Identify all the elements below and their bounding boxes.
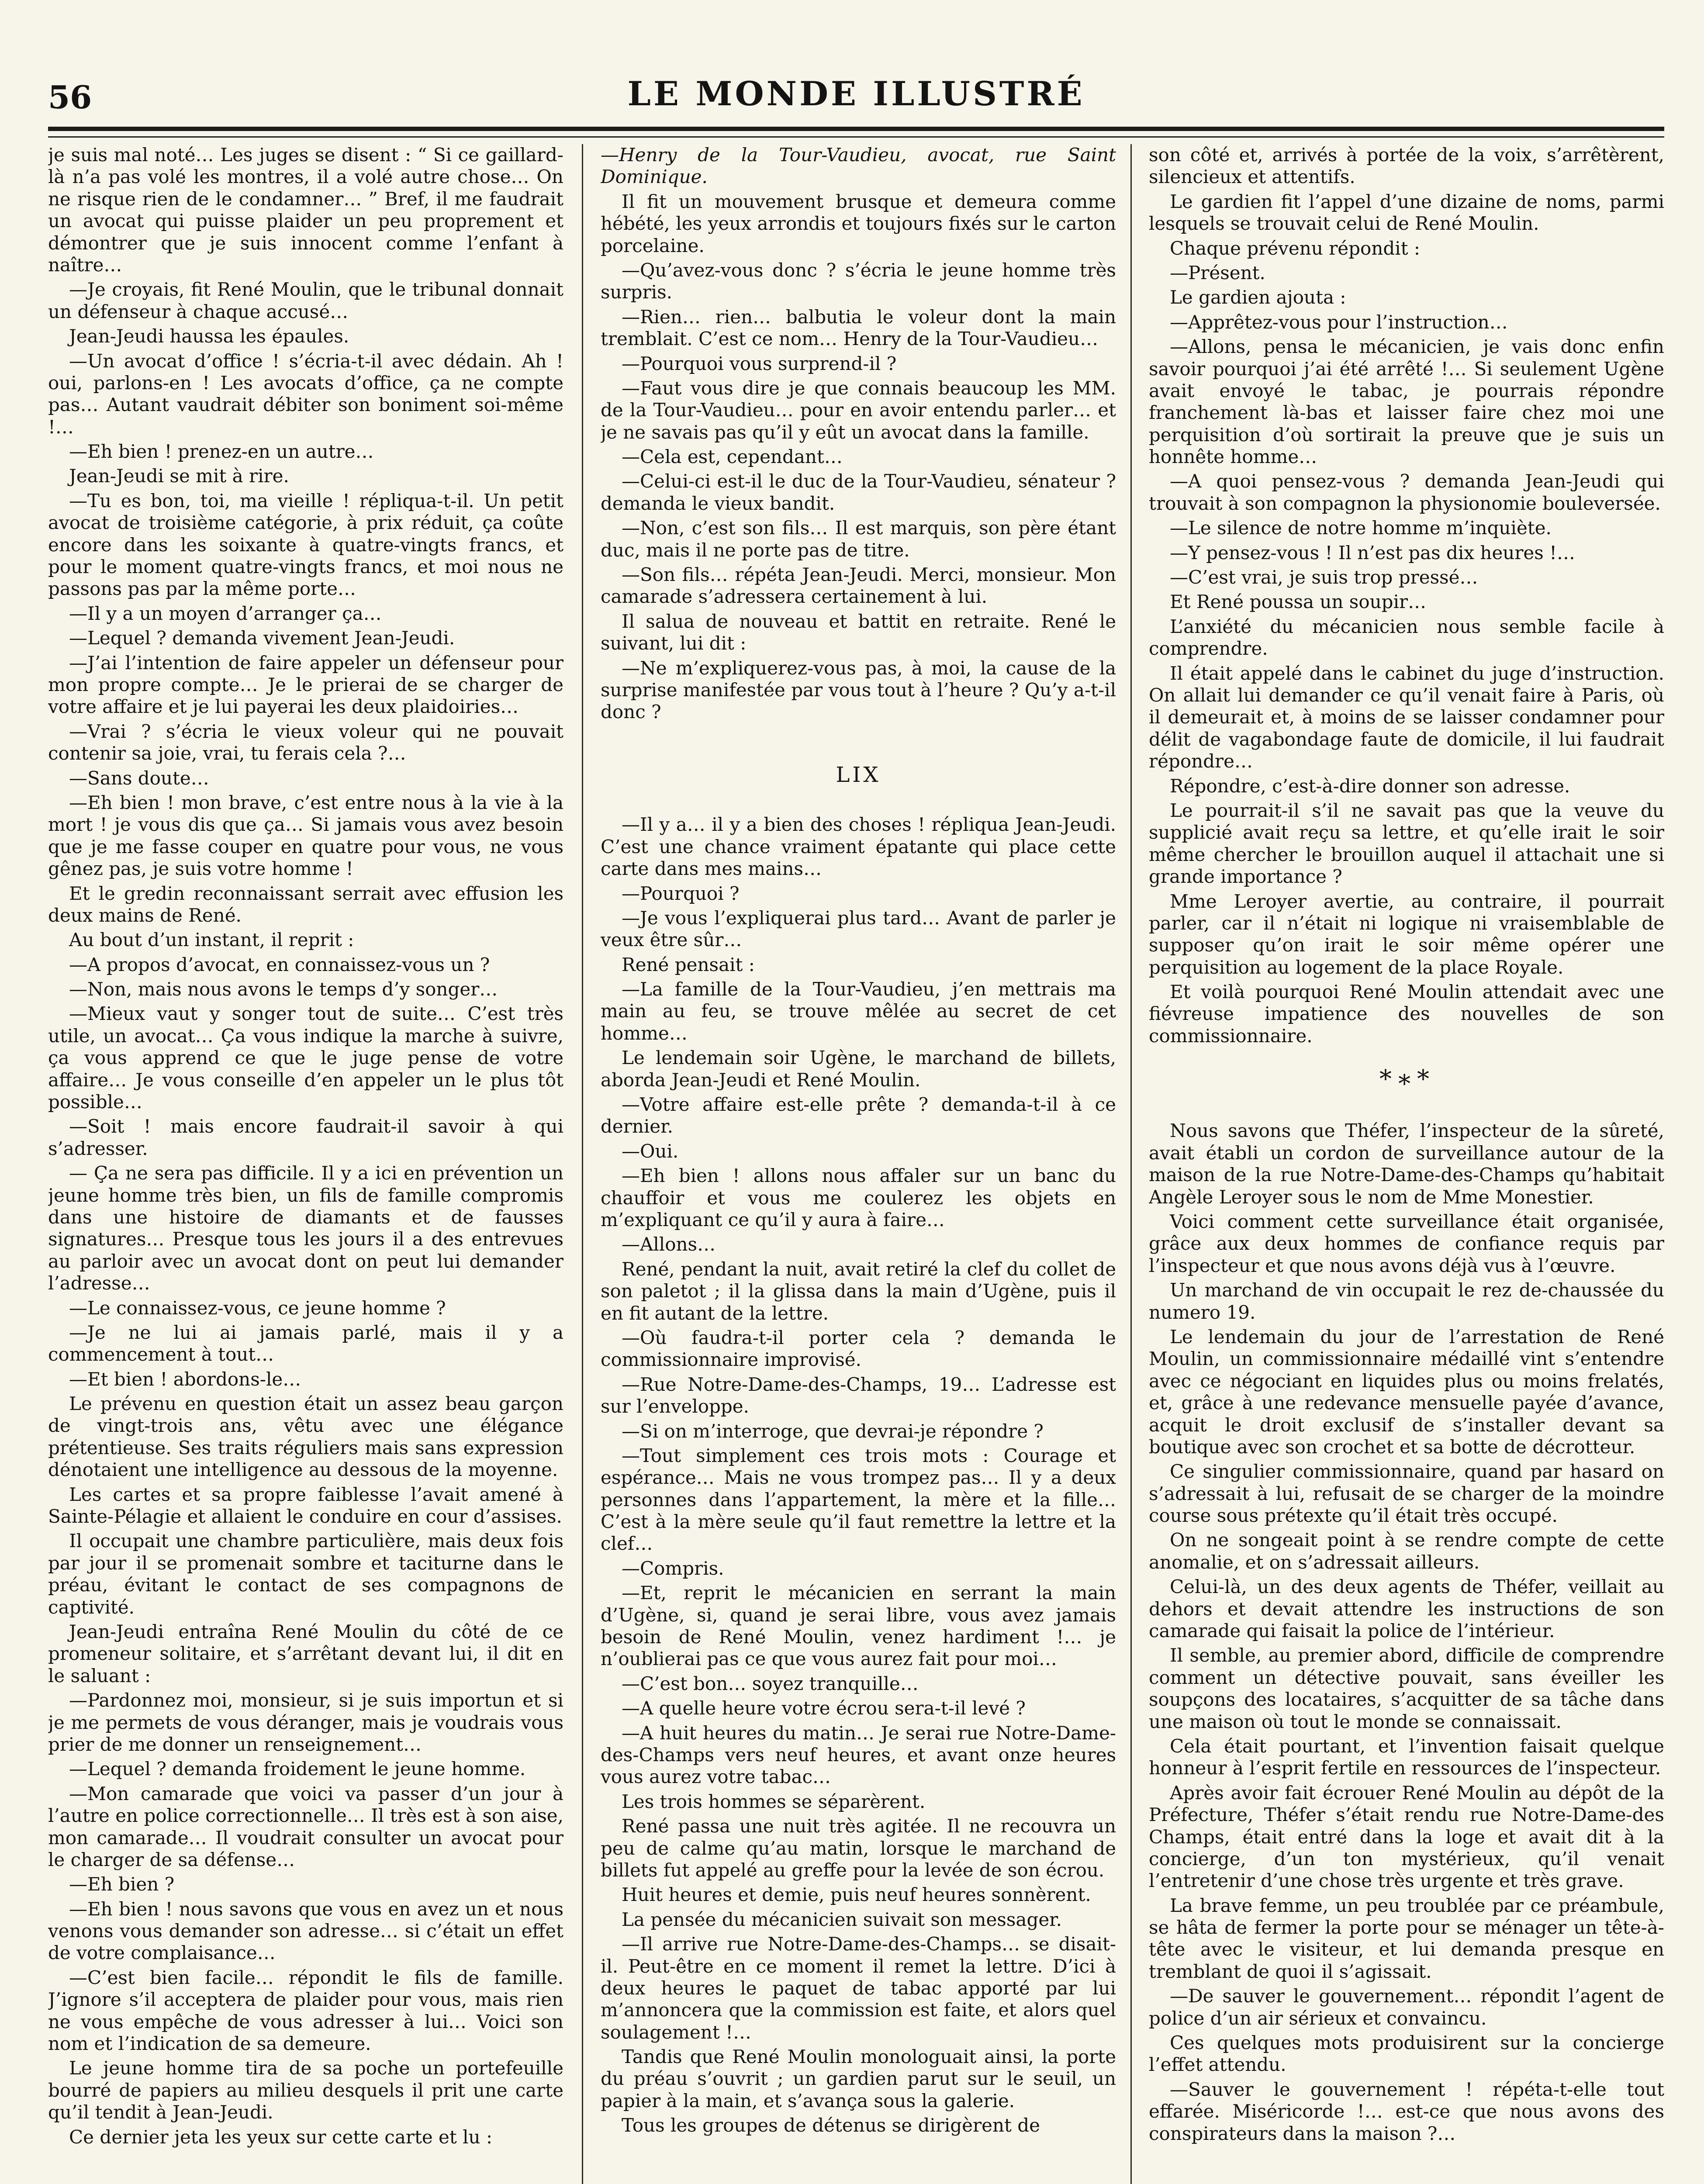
paragraph: Et René poussa un soupir… bbox=[1170, 591, 1427, 613]
paragraph: Le gardien fit l’appel d’une dizaine de noms, parmi lesquels se trouvait celui de René Moulin. bbox=[1149, 190, 1664, 235]
paragraph: —Sauver le gouvernement ! répéta-t-elle tout effarée. Miséricorde !… est-ce que nous avons des conspirateurs dans la maison ?… bbox=[1149, 2078, 1664, 2144]
paragraph: —J’ai l’intention de faire appeler un défenseur pour mon propre compte… Je le prierai de se charger de votre affaire et je lui payerai les deux plaidoiries… bbox=[48, 652, 563, 718]
column-3-before bbox=[1149, 144, 1664, 1047]
paragraph: —Tu es bon, toi, ma vieille ! répliqua-t-il. Un petit avocat de troisième catégorie, à prix réduit, ça coûte encore dans les soixante à quatre-vingts francs, et pour le moment quatre-vingts francs, et moi nous ne passons pas par la même porte… bbox=[48, 490, 563, 600]
paragraph: —Il arrive rue Notre-Dame-des-Champs… se disait-il. Peut-être en ce moment il remet la lettre. D’ici à deux heures le paquet de tabac apporté par lui m’annoncera que la commission est faite, et alors quel soulagement !… bbox=[601, 1933, 1116, 2043]
paragraph: —C’est bien facile… répondit le fils de famille. J’ignore s’il acceptera de plaider pour vous, mais rien ne vous empêche de vous adresser à lui… Voici son nom et l’indication de sa demeure. bbox=[48, 1966, 563, 2055]
section-asterism: *∗* bbox=[1379, 1065, 1434, 1094]
paragraph: —Eh bien ! mon brave, c’est entre nous à la vie à la mort ! je vous dis que ça… Si jamais vous avez besoin que je me fasse couper en quatre pour vous, ne vous gênez pas, je suis votre homme ! bbox=[48, 791, 563, 880]
paragraph: Chaque prévenu répondit : bbox=[1170, 237, 1421, 259]
paragraph: —Je croyais, fit René Moulin, que le tribunal donnait un défenseur à chaque accusé… bbox=[48, 279, 563, 322]
column-divider bbox=[582, 144, 583, 2184]
paragraph: Jean-Jeudi entraîna René Moulin du côté de ce promeneur solitaire, et s’arrêtant devant lui, il dit en le saluant : bbox=[48, 1621, 563, 1686]
paragraph: —Rue Notre-Dame-des-Champs, 19… L’adresse est sur l’enveloppe. bbox=[601, 1373, 1116, 1417]
paragraph: Ce singulier commissionnaire, quand par hasard on s’adressait à lui, refusait de se charger de la moindre course sous prétexte qu’il était très occupé. bbox=[1149, 1461, 1664, 1527]
paragraph: —De sauver le gouvernement… répondit l’agent de police d’un air sérieux et convaincu. bbox=[1149, 1985, 1664, 2029]
paragraph: —Mieux vaut y songer tout de suite… C’est très utile, un avocat… Ça vous indique la marche à suivre, ça vous apprend ce que le juge pense de votre affaire… Je vous conseille d’en appeler un le plus tôt possible… bbox=[48, 1003, 563, 1113]
paragraph: Le pourrait-il s’il ne savait pas que la veuve du supplicié avait reçu sa lettre, et qu’elle irait le soir même chercher le brouillon auquel il attachait une si grande importance ? bbox=[1149, 799, 1664, 888]
paragraph: Au bout d’un instant, il reprit : bbox=[69, 929, 354, 951]
header-rule-thick bbox=[48, 127, 1664, 131]
paragraph: René passa une nuit très agitée. Il ne recouvra un peu de calme qu’au matin, lorsque le marchand de billets fut appelé au greffe pour la levée de son écrou. bbox=[601, 1815, 1116, 1881]
paragraph: —Où faudra-t-il porter cela ? demanda le commissionnaire improvisé. bbox=[601, 1327, 1116, 1371]
paragraph: —Rien… rien… balbutia le voleur dont la main tremblait. C’est ce nom… Henry de la Tour-Vaudieu… bbox=[601, 306, 1116, 350]
paragraph: —Ne m’expliquerez-vous pas, à moi, la cause de la surprise manifestée par vous tout à l’heure ? Qu’y a-t-il donc ? bbox=[601, 657, 1116, 723]
paragraph: Les cartes et sa propre faiblesse l’avait amené à Sainte-Pélagie et allaient le conduire en cour d’assises. bbox=[48, 1483, 563, 1527]
paragraph: —Il y a… il y a bien des choses ! répliqua Jean-Jeudi. C’est une chance vraiment épatante qui place cette carte dans mes mains… bbox=[601, 814, 1116, 880]
paragraph: —Le connaissez-vous, ce jeune homme ? bbox=[69, 1297, 446, 1319]
paragraph: Nous savons que Théfer, l’inspecteur de la sûreté, avait établi un cordon de surveillance autour de la maison de la rue Notre-Dame-des-Champs qu’habitait Angèle Leroyer sous le nom de Mme Monestier. bbox=[1149, 1120, 1664, 1208]
paragraph: —Compris. bbox=[622, 1557, 724, 1579]
paragraph: Le lendemain soir Ugène, le marchand de billets, aborda Jean-Jeudi et René Moulin. bbox=[601, 1047, 1116, 1091]
paragraph: Après avoir fait écrouer René Moulin au dépôt de la Préfecture, Théfer s’était rendu rue Notre-Dame-des Champs, était entré dans la loge et avait dit à la concierge, d’un ton mystérieux, qu’il venait l’entretenir d’une chose très urgente et très grave. bbox=[1149, 1782, 1664, 1892]
paragraph: —Eh bien ? bbox=[69, 1873, 175, 1895]
page-number: 56 bbox=[48, 79, 92, 116]
paragraph: —Faut vous dire je que connais beaucoup les MM. de la Tour-Vaudieu… pour en avoir entendu parler… et je ne savais pas qu’il y eût un avocat dans la famille. bbox=[601, 377, 1116, 443]
paragraph: —C’est vrai, je suis trop pressé… bbox=[1170, 567, 1478, 588]
chapter-heading: LIX bbox=[836, 762, 881, 787]
paragraph: —Non, mais nous avons le temps d’y songer… bbox=[69, 978, 498, 1000]
paragraph: René pensait : bbox=[622, 954, 755, 975]
paragraph: —Y pensez-vous ! Il n’est pas dix heures !… bbox=[1170, 542, 1576, 563]
header-rule-thin bbox=[48, 136, 1664, 138]
paragraph: Le lendemain du jour de l’arrestation de René Moulin, un commissionnaire médaillé vint s’entendre avec ce négociant en liquides plus ou moins frelatés, et, grâce à une redevance mensuelle payée d’avance, acquit le droit exclusif de s’installer devant sa boutique avec son crochet et sa botte de décrotteur. bbox=[1149, 1326, 1664, 1458]
paragraph: —Eh bien ! prenez-en un autre… bbox=[69, 441, 374, 463]
paragraph: —A propos d’avocat, en connaissez-vous un ? bbox=[69, 954, 490, 975]
paragraph: —Je ne lui ai jamais parlé, mais il y a commencement à tout… bbox=[48, 1321, 563, 1365]
paragraph: —A quelle heure votre écrou sera-t-il levé ? bbox=[622, 1697, 1026, 1719]
paragraph: —Votre affaire est-elle prête ? demanda-t-il à ce dernier. bbox=[601, 1094, 1116, 1137]
paragraph: Répondre, c’est-à-dire donner son adresse. bbox=[1170, 775, 1570, 797]
column-2 bbox=[601, 144, 1116, 2184]
paragraph: —C’est bon… soyez tranquille… bbox=[622, 1673, 919, 1694]
paragraph: —Pourquoi vous surprend-il ? bbox=[622, 352, 897, 374]
paragraph: —Lequel ? demanda froidement le jeune homme. bbox=[69, 1758, 526, 1780]
paragraph: Mme Leroyer avertie, au contraire, il pourrait parler, car il n’était ni logique ni vraisemblable de supposer qu’on irait le soir même opérer une perquisition au logement de la place Royale. bbox=[1149, 890, 1664, 978]
paragraph: La pensée du mécanicien suivait son messager. bbox=[622, 1908, 1062, 1930]
paragraph: —Allons, pensa le mécanicien, je vais donc enfin savoir pourquoi j’ai été arrêté !… Si seulement Ugène avait envoyé le tabac, je pourrais répondre franchement là-bas et laisser faire chez moi une perquisition d’où sortirait la preuve que je suis un honnête homme… bbox=[1149, 336, 1664, 468]
paragraph: —Sans doute… bbox=[69, 767, 209, 789]
paragraph: Il salua de nouveau et battit en retraite. René le suivant, lui dit : bbox=[601, 610, 1116, 654]
column-3-after bbox=[1149, 1120, 1664, 2145]
paragraph: —A huit heures du matin… Je serai rue Notre-Dame-des-Champs vers neuf heures, et avant onze heures vous aurez votre tabac… bbox=[601, 1722, 1116, 1788]
paragraph: je suis mal noté… Les juges se disent : “ Si ce gaillard-là n’a pas volé les montres, il a volé autre chose… On ne risque rien de le condamner… ” Bref, il me faudrait un avocat qui puisse plaider un peu proprement et démontrer que je suis innocent comme l’enfant à naître… bbox=[48, 144, 563, 276]
paragraph: — Ça ne sera pas difficile. Il y a ici en prévention un jeune homme très bien, un fils de famille compromis dans une histoire de diamants et de fausses signatures… Presque tous les jours il a des entrevues au parloir avec un avocat dont on peut lui demander l’adresse… bbox=[48, 1162, 563, 1294]
paragraph: Et le gredin reconnaissant serrait avec effusion les deux mains de René. bbox=[48, 882, 563, 926]
paragraph: La brave femme, un peu troublée par ce préambule, se hâta de fermer la porte pour se ménager un tête-à-tête avec le visiteur, et lui demanda presque en tremblant de quoi il s’agissait. bbox=[1149, 1894, 1664, 1982]
article-columns bbox=[48, 144, 1664, 2184]
paragraph: Il occupait une chambre particulière, mais deux fois par jour il se promenait sombre et taciturne dans le préau, évitant le contact de ses compagnons de captivité. bbox=[48, 1530, 563, 1618]
paragraph: Celui-là, un des deux agents de Théfer, veillait au dehors et devait attendre les instructions de son camarade qui faisait la police de l’intérieur. bbox=[1149, 1576, 1664, 1642]
column-divider bbox=[1130, 144, 1132, 2184]
masthead-title: LE MONDE ILLUSTRÉ bbox=[627, 74, 1085, 113]
paragraph: Huit heures et demie, puis neuf heures sonnèrent. bbox=[622, 1884, 1091, 1906]
paragraph: —Allons… bbox=[622, 1234, 716, 1255]
paragraph: —Cela est, cependant… bbox=[622, 446, 843, 468]
paragraph: —La famille de la Tour-Vaudieu, j’en mettrais ma main au feu, se trouve mêlée au secret de cet homme… bbox=[601, 978, 1116, 1044]
paragraph: Tous les groupes de détenus se dirigèrent de bbox=[622, 2115, 1040, 2136]
paragraph: —Oui. bbox=[622, 1140, 679, 1162]
paragraph: Tandis que René Moulin monologuait ainsi, la porte du préau s’ouvrit ; un gardien parut sur le seuil, un papier à la main, et s’avança sous la galerie. bbox=[601, 2046, 1116, 2111]
paragraph: —Soit ! mais encore faudrait-il savoir à qui s’adresser. bbox=[48, 1116, 563, 1159]
paragraph: —Et, reprit le mécanicien en serrant la main d’Ugène, si, quand je serai libre, vous avez jamais besoin de René Moulin, venez hardiment !… je n’oublierai pas ce que vous aurez fait pour moi… bbox=[601, 1582, 1116, 1670]
paragraph: —Il y a un moyen d’arranger ça… bbox=[69, 602, 382, 624]
paragraph: Il fit un mouvement brusque et demeura comme hébété, les yeux arrondis et toujours fixés sur le carton porcelaine. bbox=[601, 190, 1116, 256]
paragraph: Le jeune homme tira de sa poche un portefeuille bourré de papiers au milieu desquels il prit une carte qu’il tendit à Jean-Jeudi. bbox=[48, 2057, 563, 2123]
paragraph: —Eh bien ! allons nous affaler sur un banc du chauffoir et vous me coulerez les objets en m’expliquant ce qu’il y aura à faire… bbox=[601, 1165, 1116, 1230]
paragraph: Jean-Jeudi haussa les épaules. bbox=[69, 325, 349, 347]
column-1 bbox=[48, 144, 563, 2184]
lawyer-card-byline: —Henry de la Tour-Vaudieu, avocat, rue Saint Dominique. bbox=[601, 144, 1116, 188]
paragraph: Jean-Jeudi se mit à rire. bbox=[69, 465, 289, 487]
paragraph: Ce dernier jeta les yeux sur cette carte et lu : bbox=[69, 2126, 493, 2148]
paragraph: —Son fils… répéta Jean-Jeudi. Merci, monsieur. Mon camarade s’adressera certainement à lui. bbox=[601, 564, 1116, 608]
paragraph: —Qu’avez-vous donc ? s’écria le jeune homme très surpris. bbox=[601, 259, 1116, 303]
paragraph: L’anxiété du mécanicien nous semble facile à comprendre. bbox=[1149, 615, 1664, 660]
paragraph: On ne songeait point à se rendre compte de cette anomalie, et on s’adressait ailleurs. bbox=[1149, 1529, 1664, 1573]
paragraph: —Présent. bbox=[1170, 262, 1265, 283]
paragraph: son côté et, arrivés à portée de la voix, s’arrêtèrent, silencieux et attentifs. bbox=[1149, 144, 1664, 188]
paragraph: —Eh bien ! nous savons que vous en avez un et nous venons vous demander son adresse… si c’était un effet de votre complaisance… bbox=[48, 1898, 563, 1964]
paragraph: —Lequel ? demanda vivement Jean-Jeudi. bbox=[69, 627, 455, 649]
paragraph: —Un avocat d’office ! s’écria-t-il avec dédain. Ah ! oui, parlons-en ! Les avocats d’office, ça ne compte pas… Autant vaudrait débiter son boniment soi-même !… bbox=[48, 350, 563, 438]
paragraph: —Le silence de notre homme m’inquiète. bbox=[1170, 517, 1552, 539]
paragraph: —Et bien ! abordons-le… bbox=[69, 1368, 301, 1390]
paragraph: —Pardonnez moi, monsieur, si je suis importun et si je me permets de vous déranger, mais je voudrais vous prier de me donner un renseignement… bbox=[48, 1690, 563, 1755]
paragraph: Il était appelé dans le cabinet du juge d’instruction. On allait lui demander ce qu’il venait faire à Paris, où il demeurait et, à moins de se laisser condamner pour délit de vagabondage faute de domicile, il lui faudrait répondre… bbox=[1149, 662, 1664, 772]
paragraph: —Non, c’est son fils… Il est marquis, son père étant duc, mais il ne porte pas de titre. bbox=[601, 517, 1116, 561]
paragraph: Les trois hommes se séparèrent. bbox=[622, 1790, 926, 1812]
paragraph: —Apprêtez-vous pour l’instruction… bbox=[1170, 311, 1508, 333]
column-2-before bbox=[601, 191, 1116, 723]
paragraph: Voici comment cette surveillance était organisée, grâce aux deux hommes de confiance requis par l’inspecteur et que nous avons déjà vus à l’œuvre. bbox=[1149, 1210, 1664, 1276]
paragraph: —Pourquoi ? bbox=[622, 882, 740, 904]
column-3 bbox=[1149, 144, 1664, 2184]
column-2-after bbox=[601, 814, 1116, 2136]
paragraph: —Vrai ? s’écria le vieux voleur qui ne pouvait contenir sa joie, vrai, tu ferais cela ?… bbox=[48, 720, 563, 764]
paragraph: Et voilà pourquoi René Moulin attendait avec une fiévreuse impatience des nouvelles de son commissionnaire. bbox=[1149, 981, 1664, 1047]
paragraph: —Mon camarade que voici va passer d’un jour à l’autre en police correctionnelle… Il très est à son aise, mon camarade… Il voudrait consulter un avocat pour le charger de sa défense… bbox=[48, 1783, 563, 1870]
paragraph: —Tout simplement ces trois mots : Courage et espérance… Mais ne vous trompez pas… Il y a deux personnes dans l’appartement, la mère et la fille… C’est à la mère seule qu’il faut remettre la lettre et la clef… bbox=[601, 1444, 1116, 1555]
paragraph: —Si on m’interroge, que devrai-je répondre ? bbox=[622, 1420, 1044, 1442]
paragraph: Un marchand de vin occupait le rez de-chaussée du numero 19. bbox=[1149, 1279, 1664, 1323]
paragraph: Le prévenu en question était un assez beau garçon de vingt-trois ans, vêtu avec une élégance prétentieuse. Ses traits réguliers mais sans expression dénotaient une intelligence au dessous de la moyenne. bbox=[48, 1393, 563, 1481]
paragraph: René, pendant la nuit, avait retiré la clef du collet de son paletot ; il la glissa dans la main d’Ugène, puis il en fit autant de la lettre. bbox=[601, 1258, 1116, 1324]
paragraph: Cela était pourtant, et l’invention faisait quelque honneur à l’esprit fertile en ressources de l’inspecteur. bbox=[1149, 1735, 1664, 1779]
paragraph: Ces quelques mots produisirent sur la concierge l’effet attendu. bbox=[1149, 2032, 1664, 2076]
paragraph: —Je vous l’expliquerai plus tard… Avant de parler je veux être sûr… bbox=[601, 907, 1116, 951]
paragraph: —Celui-ci est-il le duc de la Tour-Vaudieu, sénateur ? demanda le vieux bandit. bbox=[601, 470, 1116, 514]
paragraph: —A quoi pensez-vous ? demanda Jean-Jeudi qui trouvait à son compagnon la physionomie bouleversée. bbox=[1149, 470, 1664, 514]
paragraph: Le gardien ajouta : bbox=[1170, 287, 1346, 308]
paragraph: Il semble, au premier abord, difficile de comprendre comment un détective pouvait, sans éveiller les soupçons des locataires, s’acquitter de sa tâche dans une maison où tout le monde se connaissait. bbox=[1149, 1645, 1664, 1732]
